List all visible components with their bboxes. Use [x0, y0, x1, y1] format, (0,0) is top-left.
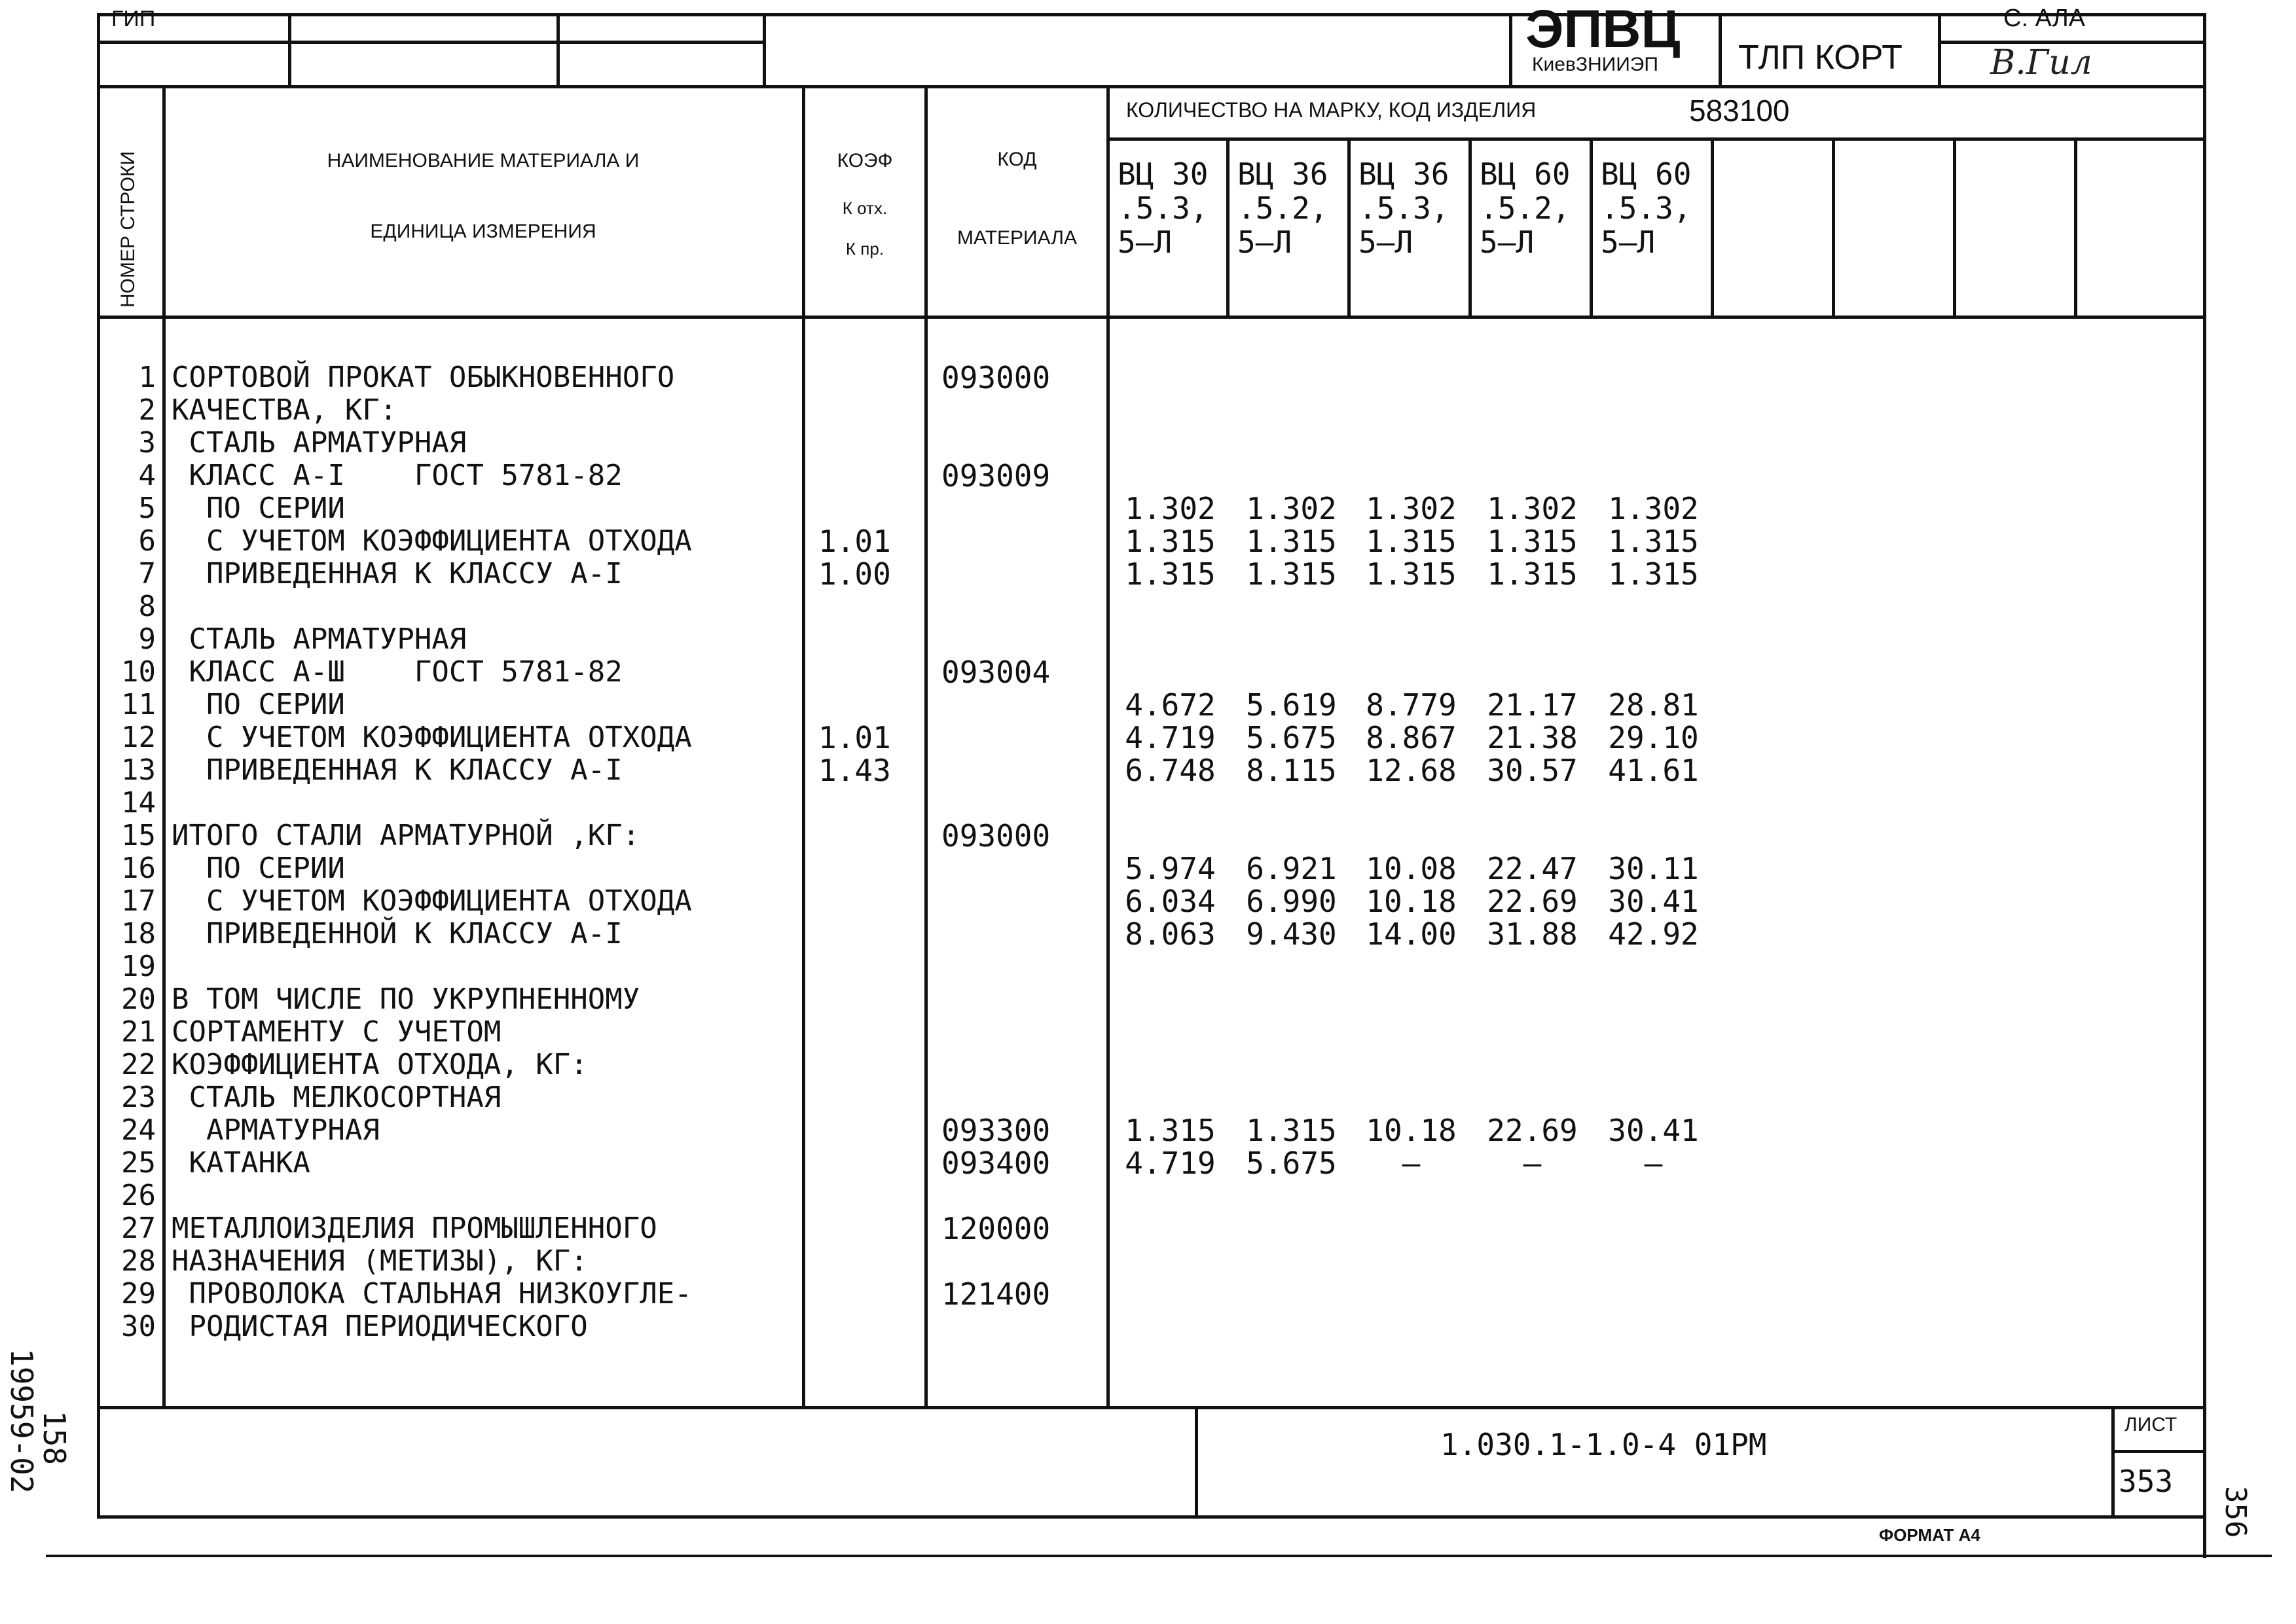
code-header: КОД	[997, 149, 1037, 170]
mark-col-divider	[1468, 137, 1472, 317]
material-code: 093000	[941, 360, 1051, 395]
mark-header-line: 5–Л	[1237, 225, 1292, 260]
quantity-value: 5.974	[1125, 851, 1216, 886]
material-description: КЛАСС А-Ш ГОСТ 5781-82	[172, 655, 623, 689]
gip-label: ГИП	[111, 7, 156, 31]
row-number: 12	[121, 721, 156, 754]
material-description: РОДИСТАЯ ПЕРИОДИЧЕСКОГО	[172, 1310, 588, 1343]
material-code: 093300	[941, 1113, 1051, 1148]
quantity-value: 1.315	[1125, 1113, 1216, 1148]
frame-right-tail	[2203, 1506, 2206, 1558]
material-description: ИТОГО СТАЛИ АРМАТУРНОЙ ,КГ:	[172, 819, 640, 852]
col-divider	[162, 85, 166, 1407]
coefficient: 1.43	[818, 753, 891, 788]
material-description: ПО СЕРИИ	[172, 852, 345, 885]
mark-header-line: .5.3,	[1118, 190, 1209, 226]
row-number: 10	[121, 655, 156, 689]
sheet-label: ЛИСТ	[2124, 1414, 2178, 1435]
quantity-value: 10.18	[1366, 884, 1457, 919]
row-number: 25	[121, 1146, 156, 1180]
mark-header-line: ВЦ 36	[1237, 156, 1328, 192]
row-number: 3	[138, 426, 156, 460]
row-number: 1	[138, 361, 156, 394]
quantity-value: –	[1523, 1146, 1542, 1181]
material-description: ПО СЕРИИ	[172, 688, 345, 721]
quantity-value: 1.315	[1608, 524, 1699, 559]
quantity-value: 1.315	[1366, 556, 1457, 592]
material-description: ПО СЕРИИ	[172, 492, 345, 525]
material-description: СТАЛЬ МЕЛКОСОРТНАЯ	[172, 1081, 501, 1114]
sheet-number: 353	[2119, 1464, 2174, 1499]
quantity-value: 42.92	[1608, 916, 1699, 952]
row-number: 6	[138, 524, 156, 558]
quantity-value: 1.315	[1246, 1113, 1337, 1148]
coef-waste-header: К отх.	[842, 198, 888, 218]
row-number: 16	[121, 852, 156, 885]
col-divider	[802, 85, 805, 1407]
row-number: 29	[121, 1277, 156, 1310]
page-number-right: 356	[2219, 1486, 2252, 1538]
col-divider	[924, 85, 928, 1407]
strip-divider	[763, 13, 766, 86]
footer-bottom-line	[97, 1515, 2205, 1519]
quantity-value: 30.41	[1608, 884, 1699, 919]
strip-divider	[1509, 13, 1512, 86]
quantity-value: 21.17	[1487, 687, 1578, 723]
row-number: 4	[138, 459, 156, 492]
quantity-value: 1.315	[1487, 556, 1578, 592]
quantity-value: –	[1644, 1146, 1663, 1181]
mark-header-line: ВЦ 30	[1118, 156, 1209, 192]
quantity-value: 4.719	[1125, 1146, 1216, 1181]
strip-divider	[1938, 13, 1941, 86]
material-description: КЛАСС А-I ГОСТ 5781-82	[172, 459, 623, 492]
quantity-value: 1.315	[1125, 556, 1216, 592]
qty-header: КОЛИЧЕСТВО НА МАРКУ, КОД ИЗДЕЛИЯ	[1126, 98, 1537, 122]
quantity-value: 22.69	[1487, 1113, 1578, 1148]
mark-header-line: 5–Л	[1601, 225, 1656, 260]
material-description: С УЧЕТОМ КОЭФФИЦИЕНТА ОТХОДА	[172, 524, 692, 558]
row-number: 17	[121, 884, 156, 918]
quantity-value: 10.18	[1366, 1113, 1457, 1148]
mark-col-divider	[1590, 137, 1593, 317]
quantity-value: 21.38	[1487, 720, 1578, 755]
row-number: 24	[121, 1113, 156, 1147]
mark-header-line: ВЦ 60	[1601, 156, 1692, 192]
quantity-value: 1.315	[1487, 524, 1578, 559]
quantity-value: 14.00	[1366, 916, 1457, 952]
material-description: С УЧЕТОМ КОЭФФИЦИЕНТА ОТХОДА	[172, 884, 692, 918]
quantity-value: 6.034	[1125, 884, 1216, 919]
material-code: 121400	[941, 1276, 1051, 1312]
row-number: 18	[121, 917, 156, 950]
quantity-value: 6.748	[1125, 753, 1216, 788]
footer-divider	[1195, 1406, 1198, 1517]
quantity-value: 6.990	[1246, 884, 1337, 919]
row-number: 5	[138, 492, 156, 525]
mark-col-divider	[1347, 137, 1351, 317]
sheet-box-line	[2111, 1450, 2204, 1453]
qty-header-line	[1110, 137, 2204, 141]
header-bottom-line	[97, 316, 2205, 319]
row-number-header: НОМЕР СТРОКИ	[117, 151, 139, 308]
quantity-value: 22.47	[1487, 851, 1578, 886]
signature: В.Гил	[1990, 43, 2092, 82]
mark-col-divider	[2074, 137, 2077, 317]
frame-right-line	[2203, 13, 2206, 1519]
mark-header-line: 5–Л	[1118, 225, 1173, 260]
mark-header-line: ВЦ 60	[1480, 156, 1571, 192]
material-code: 093400	[941, 1146, 1051, 1181]
page-number-left: 158	[37, 1411, 72, 1466]
quantity-value: 5.675	[1246, 1146, 1337, 1181]
material-description: СОРТАМЕНТУ С УЧЕТОМ	[172, 1015, 501, 1049]
material-name-header-2: ЕДИНИЦА ИЗМЕРЕНИЯ	[370, 221, 596, 242]
quantity-value: 28.81	[1608, 687, 1699, 723]
row-number: 28	[121, 1244, 156, 1278]
quantity-value: 1.302	[1487, 491, 1578, 526]
material-code: 093000	[941, 818, 1051, 854]
title-strip-line	[97, 41, 765, 44]
material-code: 093009	[941, 458, 1051, 494]
row-number: 9	[138, 623, 156, 656]
coef-reduce-header: К пр.	[845, 239, 884, 259]
quantity-value: 1.302	[1125, 491, 1216, 526]
row-number: 27	[121, 1212, 156, 1245]
mark-col-divider	[1953, 137, 1956, 317]
mark-col-divider	[1711, 137, 1714, 317]
row-number: 14	[121, 786, 156, 820]
material-description: АРМАТУРНАЯ	[172, 1113, 380, 1147]
quantity-value: 9.430	[1246, 916, 1337, 952]
quantity-value: 8.063	[1125, 916, 1216, 952]
quantity-value: 8.115	[1246, 753, 1337, 788]
quantity-value: 1.302	[1608, 491, 1699, 526]
document-code: 1.030.1-1.0-4 01РМ	[1440, 1427, 1767, 1462]
material-description: СОРТОВОЙ ПРОКАТ ОБЫКНОВЕННОГО	[172, 361, 675, 394]
page-bottom-line	[46, 1555, 2272, 1557]
quantity-value: 30.41	[1608, 1113, 1699, 1148]
row-number: 30	[121, 1310, 156, 1343]
mark-header-line: .5.3,	[1601, 190, 1692, 226]
quantity-value: 30.11	[1608, 851, 1699, 886]
quantity-value: 31.88	[1487, 916, 1578, 952]
quantity-value: 1.302	[1366, 491, 1457, 526]
material-description: С УЧЕТОМ КОЭФФИЦИЕНТА ОТХОДА	[172, 721, 692, 754]
quantity-value: –	[1402, 1146, 1421, 1181]
quantity-value: 10.08	[1366, 851, 1457, 886]
quantity-value: 6.921	[1246, 851, 1337, 886]
mark-header-line: .5.3,	[1358, 190, 1449, 226]
mark-header-line: 5–Л	[1480, 225, 1535, 260]
material-code: 093004	[941, 655, 1051, 690]
format-label: ФОРМАТ А4	[1879, 1525, 1980, 1545]
quantity-value: 22.69	[1487, 884, 1578, 919]
row-number: 19	[121, 950, 156, 983]
col-divider	[1106, 85, 1110, 1407]
quantity-value: 12.68	[1366, 753, 1457, 788]
material-description: ПРИВЕДЕННАЯ К КЛАССУ А-I	[172, 557, 623, 590]
quantity-value: 8.779	[1366, 687, 1457, 723]
footer-top-line	[97, 1406, 2205, 1409]
row-number: 20	[121, 983, 156, 1016]
frame-left-line	[97, 13, 100, 1519]
org-name: КиевЗНИИЭП	[1532, 54, 1658, 75]
discipline-label: ТЛП КОРТ	[1738, 39, 1903, 77]
footer-divider	[2111, 1406, 2115, 1517]
quantity-value: 1.315	[1366, 524, 1457, 559]
row-number: 8	[138, 590, 156, 623]
quantity-value: 1.315	[1246, 556, 1337, 592]
mark-col-divider	[1832, 137, 1835, 317]
mark-col-divider	[1226, 137, 1230, 317]
coefficient: 1.01	[818, 524, 891, 559]
material-description: ПРОВОЛОКА СТАЛЬНАЯ НИЗКОУГЛЕ-	[172, 1277, 692, 1310]
row-number: 26	[121, 1179, 156, 1212]
row-number: 2	[138, 393, 156, 427]
row-number: 21	[121, 1015, 156, 1049]
row-number: 23	[121, 1081, 156, 1114]
mark-header-line: 5–Л	[1358, 225, 1413, 260]
material-name-header-1: НАИМЕНОВАНИЕ МАТЕРИАЛА И	[327, 150, 640, 171]
quantity-value: 4.672	[1125, 687, 1216, 723]
item-code: 583100	[1689, 94, 1790, 128]
coefficient: 1.01	[818, 720, 891, 755]
archive-number: 19959-02	[4, 1348, 39, 1494]
strip-divider	[556, 13, 560, 86]
org-logo: ЭПВЦ	[1525, 0, 1681, 59]
quantity-value: 5.619	[1246, 687, 1337, 723]
quantity-value: 29.10	[1608, 720, 1699, 755]
material-description: КАТАНКА	[172, 1146, 310, 1180]
coefficient: 1.00	[818, 556, 891, 592]
strip-divider	[1719, 13, 1722, 86]
material-description: НАЗНАЧЕНИЯ (МЕТИЗЫ), КГ:	[172, 1244, 588, 1278]
material-description: КАЧЕСТВА, КГ:	[172, 393, 397, 427]
table-top-line	[97, 85, 2205, 88]
quantity-value: 4.719	[1125, 720, 1216, 755]
coef-header: КОЭФ	[837, 150, 893, 171]
material-description: В ТОМ ЧИСЛЕ ПО УКРУПНЕННОМУ	[172, 983, 640, 1016]
quantity-value: 1.315	[1246, 524, 1337, 559]
mark-header-line: .5.2,	[1480, 190, 1571, 226]
material-description: КОЭФФИЦИЕНТА ОТХОДА, КГ:	[172, 1048, 588, 1081]
quantity-value: 1.302	[1246, 491, 1337, 526]
quantity-value: 41.61	[1608, 753, 1699, 788]
material-description: СТАЛЬ АРМАТУРНАЯ	[172, 623, 467, 656]
quantity-value: 1.315	[1125, 524, 1216, 559]
strip-divider	[288, 13, 291, 86]
material-description: СТАЛЬ АРМАТУРНАЯ	[172, 426, 467, 460]
quantity-value: 1.315	[1608, 556, 1699, 592]
row-number: 13	[121, 753, 156, 787]
row-number: 7	[138, 557, 156, 590]
material-description: ПРИВЕДЕННОЙ К КЛАССУ А-I	[172, 917, 623, 950]
quantity-value: 8.867	[1366, 720, 1457, 755]
material-description: МЕТАЛЛОИЗДЕЛИЯ ПРОМЫШЛЕННОГО	[172, 1212, 657, 1245]
quantity-value: 5.675	[1246, 720, 1337, 755]
code-subheader: МАТЕРИАЛА	[957, 227, 1077, 249]
quantity-value: 30.57	[1487, 753, 1578, 788]
material-description: ПРИВЕДЕННАЯ К КЛАССУ А-I	[172, 753, 623, 787]
mark-header-line: .5.2,	[1237, 190, 1328, 226]
material-code: 120000	[941, 1211, 1051, 1246]
mark-header-line: ВЦ 36	[1358, 156, 1449, 192]
stamp-label: С. АЛА	[2003, 5, 2086, 32]
row-number: 11	[121, 688, 156, 721]
frame-top-line	[97, 13, 2205, 16]
row-number: 15	[121, 819, 156, 852]
row-number: 22	[121, 1048, 156, 1081]
